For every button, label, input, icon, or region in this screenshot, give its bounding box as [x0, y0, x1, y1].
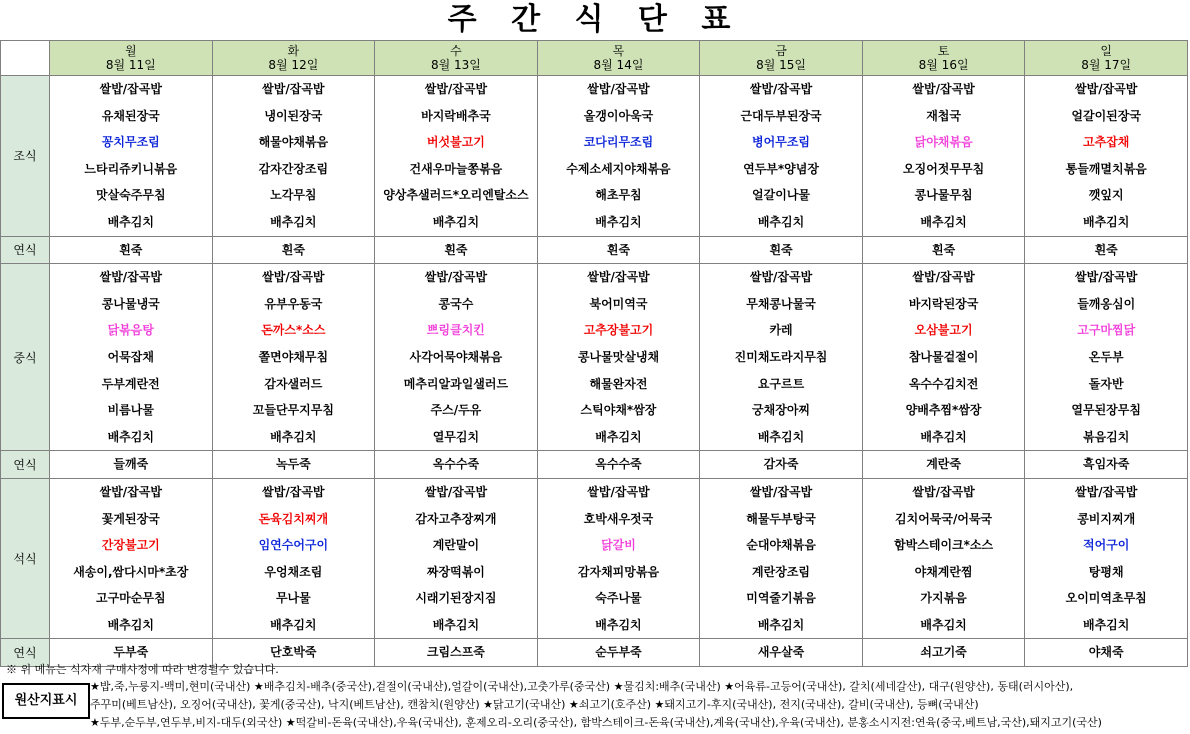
menu-cell: [212, 451, 375, 479]
menu-item: 쌀밥/잡곡밥: [749, 270, 813, 285]
menu-item: 오삼불고기: [914, 323, 973, 338]
menu-item: 녹두죽: [275, 457, 311, 472]
meal-row: [1, 478, 1188, 639]
menu-item: 탕평채: [1088, 564, 1124, 579]
menu-item: 카레: [769, 323, 793, 338]
menu-item: 김치어묵국/어묵국: [895, 511, 993, 526]
meal-label: 연식: [1, 451, 50, 479]
menu-cell: [700, 639, 863, 667]
day-header: 금 8월 15일: [700, 41, 863, 76]
menu-item: 배추김치: [432, 214, 480, 229]
menu-item: 두부죽: [113, 645, 149, 660]
menu-cell: [375, 478, 538, 639]
menu-item: 흰죽: [119, 242, 143, 257]
menu-item: 배추김치: [432, 617, 480, 632]
menu-cell: [1025, 76, 1188, 237]
menu-item: 쌀밥/잡곡밥: [424, 82, 488, 96]
menu-item: 고추잡채: [1083, 135, 1130, 150]
menu-cell: [862, 478, 1025, 639]
menu-item: 어묵잡채: [107, 349, 154, 364]
menu-item: 감자샐러드: [264, 376, 323, 391]
menu-item: 쌀밥/잡곡밥: [912, 484, 975, 499]
menu-item: 배추김치: [757, 214, 805, 229]
day-header: 월 8월 11일: [50, 41, 213, 76]
menu-item: 느타리쥬키니볶음: [84, 161, 178, 176]
menu-item: 오징어젓무무침: [903, 161, 985, 176]
menu-item: 노각무침: [270, 188, 317, 203]
origin-label: 원산지표시: [2, 683, 90, 719]
menu-item: 쌀밥/잡곡밥: [1075, 82, 1138, 96]
menu-item: 옥수수죽: [595, 457, 642, 472]
origin-line: 주꾸미(베트남산), 오징어(국내산), 꽃게(중국산), 낙지(베트남산), 캔참치(원양산) ★닭고기(국내산) ★쇠고기(호주산) ★돼지고기-후지(국내산), 전지(국내산), 갈비(국내산), 등뼈(국내산): [90, 698, 979, 711]
menu-item: 감자죽: [763, 457, 799, 472]
menu-item: 근대두부된장국: [740, 108, 822, 123]
menu-item: 배추김치: [920, 617, 967, 632]
menu-item: 새우살죽: [757, 645, 805, 660]
menu-item: 비름나물: [107, 403, 154, 418]
menu-item: 감자간장조림: [258, 161, 329, 176]
menu-item: 배추김치: [595, 214, 642, 229]
menu-item: 닭야채볶음: [914, 135, 973, 150]
menu-cell: [50, 236, 213, 264]
menu-item: 쌀밥/잡곡밥: [262, 82, 325, 96]
menu-item: 쫄면야채무침: [258, 349, 329, 364]
menu-item: 배추김치: [920, 214, 967, 229]
meal-label: 조식: [1, 76, 50, 237]
menu-item: 유부우동국: [264, 296, 323, 311]
meal-label: 연식: [1, 639, 50, 667]
menu-item: 참나물겉절이: [908, 349, 979, 364]
menu-item: 콩나물무침: [914, 188, 973, 203]
menu-cell: [700, 76, 863, 237]
menu-cell: [1025, 478, 1188, 639]
menu-item: 임연수어구이: [258, 538, 329, 553]
menu-item: 수제소세지야채볶음: [566, 161, 671, 176]
menu-item: 야채계란찜: [914, 564, 973, 579]
menu-item: 흰죽: [769, 242, 793, 257]
menu-item: 콩비지찌개: [1077, 511, 1136, 526]
menu-cell: [375, 639, 538, 667]
page-title: 주 간 식 단 표: [447, 2, 743, 37]
menu-item: 배추김치: [920, 429, 967, 444]
menu-item: 시래기된장지짐: [415, 591, 497, 606]
menu-item: 돌자반: [1088, 376, 1124, 391]
menu-item: 배추김치: [1083, 214, 1130, 229]
meal-row: [1, 236, 1188, 264]
menu-item: 고추장불고기: [583, 323, 654, 338]
menu-item: 쌀밥/잡곡밥: [1075, 270, 1138, 285]
day-header: 목 8월 14일: [537, 41, 700, 76]
menu-item: 열무된장무침: [1071, 403, 1141, 418]
menu-item: 올갱이아욱국: [583, 108, 654, 123]
menu-item: 양배추찜*쌈장: [905, 403, 982, 418]
meal-row: [1, 451, 1188, 479]
menu-item: 꽁치무조림: [101, 135, 160, 150]
menu-item: 북어미역국: [589, 296, 648, 311]
menu-item: 맛살숙주무침: [96, 188, 166, 203]
menu-item: 바지락배추국: [421, 108, 491, 123]
menu-item: 들깨죽: [113, 457, 149, 472]
origin-text: [90, 678, 1188, 732]
menu-item: 흑임자죽: [1083, 457, 1130, 472]
meal-label: 석식: [1, 478, 50, 639]
menu-cell: [212, 264, 375, 451]
menu-item: 해물두부탕국: [746, 511, 816, 526]
menu-item: 콩나물맛살냉채: [577, 349, 660, 364]
origin-line: ★두부,순두부,연두부,비지-대두(외국산) ★떡갈비-돈육(국내산),우육(국내산), 훈제오리-오리(중국산), 함박스테이크-돈육(국내산),계육(국내산),우육(국내산), 분홍소시지전:연육(중국,베트남,국산),돼지고기(국산): [90, 716, 1102, 729]
menu-cell: [862, 264, 1025, 451]
menu-item: 흰죽: [606, 242, 631, 257]
menu-item: 배추김치: [595, 429, 642, 444]
menu-item: 간장불고기: [101, 538, 160, 553]
meal-row: [1, 264, 1188, 451]
menu-item: 가지볶음: [920, 591, 967, 606]
day-header: 토 8월 16일: [862, 41, 1025, 76]
menu-item: 깻잎지: [1088, 188, 1124, 203]
origin-line: ★밥,죽,누룽지-백미,현미(국내산) ★배추김치-배추(중국산),겉절이(국내산),얼갈이(국내산),고춧가루(중국산) ★물김치:배추(국내산) ★어육류-고등어(국내산), 갈치(세네갈산), 대구(원양산), 동태(러시아산),: [90, 680, 1074, 693]
menu-cell: [375, 76, 538, 237]
menu-item: 미역줄기볶음: [746, 591, 816, 606]
weekly-menu-table: [0, 40, 1188, 667]
menu-cell: [1025, 264, 1188, 451]
menu-item: 쌀밥/잡곡밥: [749, 484, 813, 499]
menu-item: 해물완자전: [589, 376, 648, 391]
menu-item: 꽃게된장국: [101, 511, 160, 526]
menu-item: 냉이된장국: [264, 108, 323, 123]
menu-item: 두부계란전: [101, 376, 160, 391]
menu-item: 유채된장국: [101, 108, 160, 123]
menu-item: 건새우마늘쫑볶음: [409, 161, 503, 176]
menu-cell: [537, 264, 700, 451]
menu-cell: [700, 478, 863, 639]
menu-item: 숙주나물: [595, 591, 642, 606]
menu-cell: [212, 478, 375, 639]
menu-item: 볶음김치: [1083, 429, 1130, 444]
menu-item: 흰죽: [281, 242, 305, 257]
menu-item: 단호박죽: [270, 645, 317, 660]
menu-item: 배추김치: [107, 617, 154, 632]
menu-item: 쇠고기죽: [920, 645, 967, 660]
menu-item: 사각어묵야채볶음: [409, 349, 503, 364]
menu-item: 쌀밥/잡곡밥: [749, 82, 813, 96]
menu-item: 콩나물냉국: [101, 296, 160, 311]
menu-cell: [50, 264, 213, 451]
menu-cell: [212, 76, 375, 237]
menu-item: 크림스프죽: [426, 645, 485, 660]
day-header-row: [1, 41, 1188, 76]
menu-item: 쌀밥/잡곡밥: [99, 270, 162, 285]
menu-cell: [375, 264, 538, 451]
menu-item: 얼갈이나물: [752, 188, 811, 203]
menu-item: 스틱야채*쌈장: [580, 403, 657, 418]
menu-item: 순두부죽: [595, 645, 642, 660]
meal-label: 연식: [1, 236, 50, 264]
menu-item: 배추김치: [107, 214, 154, 229]
menu-item: 재첩국: [926, 108, 961, 123]
menu-item: 순대야채볶음: [746, 538, 816, 553]
menu-item: 돈까스*소스: [261, 323, 326, 338]
menu-cell: [50, 478, 213, 639]
menu-item: 옥수수김치전: [908, 376, 979, 391]
menu-item: 감자채피망볶음: [577, 564, 660, 579]
menu-item: 연두부*양념장: [743, 161, 819, 176]
menu-item: 우엉채조림: [264, 564, 323, 579]
menu-cell: [862, 236, 1025, 264]
menu-item: 쁘링클치킨: [426, 323, 485, 338]
menu-item: 해초무침: [595, 188, 642, 203]
menu-item: 오이미역초무침: [1065, 591, 1147, 606]
menu-item: 들깨옹심이: [1077, 296, 1136, 311]
menu-item: 닭볶음탕: [107, 323, 154, 338]
menu-item: 병어무조림: [752, 135, 811, 150]
menu-item: 통들깨멸치볶음: [1065, 161, 1147, 176]
menu-item: 계란장조림: [752, 564, 811, 579]
menu-item: 쌀밥/잡곡밥: [587, 82, 650, 96]
menu-item: 배추김치: [757, 617, 805, 632]
menu-cell: [862, 639, 1025, 667]
menu-cell: [375, 236, 538, 264]
menu-item: 쌀밥/잡곡밥: [912, 270, 975, 285]
menu-cell: [700, 264, 863, 451]
menu-item: 배추김치: [270, 429, 317, 444]
menu-item: 적어구이: [1083, 538, 1130, 553]
menu-item: 열무김치: [432, 429, 480, 444]
menu-item: 메추리알과일샐러드: [403, 376, 509, 391]
menu-item: 배추김치: [270, 617, 317, 632]
menu-cell: [1025, 236, 1188, 264]
menu-item: 쌀밥/잡곡밥: [912, 82, 975, 96]
menu-item: 감자고추장찌개: [415, 511, 497, 526]
menu-cell: [537, 451, 700, 479]
menu-cell: [537, 478, 700, 639]
menu-item: 해물야채볶음: [258, 135, 329, 150]
menu-item: 야채죽: [1088, 645, 1124, 660]
menu-item: 요구르트: [757, 376, 805, 391]
menu-item: 쌀밥/잡곡밥: [1075, 484, 1138, 499]
menu-item: 배추김치: [757, 429, 805, 444]
menu-item: 새송이,쌈다시마*초장: [73, 564, 189, 579]
day-header: 화 8월 12일: [212, 41, 375, 76]
menu-item: 쌀밥/잡곡밥: [262, 484, 325, 499]
menu-item: 쌀밥/잡곡밥: [424, 484, 488, 499]
menu-cell: [700, 236, 863, 264]
menu-item: 바지락된장국: [908, 296, 979, 311]
menu-item: 짜장떡볶이: [426, 564, 485, 579]
menu-item: 흰죽: [1094, 242, 1118, 257]
corner-cell: [1, 41, 50, 76]
menu-cell: [1025, 639, 1188, 667]
menu-item: 흰죽: [932, 242, 956, 257]
day-header: 수 8월 13일: [375, 41, 538, 76]
menu-item: 온두부: [1088, 349, 1124, 364]
menu-item: 궁채장아찌: [752, 403, 811, 418]
menu-item: 돈육김치찌개: [258, 511, 329, 526]
menu-cell: [50, 451, 213, 479]
menu-item: 호박새우젓국: [583, 511, 654, 526]
menu-cell: [537, 236, 700, 264]
menu-cell: [375, 451, 538, 479]
menu-item: 배추김치: [270, 214, 317, 229]
menu-item: 옥수수죽: [432, 457, 480, 472]
menu-item: 주스/두유: [430, 403, 482, 418]
menu-item: 얼갈이된장국: [1071, 108, 1141, 123]
meal-row: [1, 76, 1188, 237]
menu-item: 콩국수: [438, 296, 474, 311]
menu-item: 계란말이: [432, 538, 480, 553]
menu-item: 고구마순무침: [96, 591, 166, 606]
menu-item: 진미채도라지무침: [734, 349, 828, 364]
menu-cell: [700, 451, 863, 479]
menu-item: 쌀밥/잡곡밥: [587, 270, 650, 285]
menu-item: 배추김치: [1083, 617, 1130, 632]
notice-text: ※ 위 메뉴는 식자재 구매사정에 따라 변경될수 있습니다.: [6, 663, 279, 676]
menu-cell: [1025, 451, 1188, 479]
menu-item: 버섯불고기: [426, 135, 485, 150]
menu-item: 무나물: [275, 591, 311, 606]
menu-cell: [862, 76, 1025, 237]
menu-cell: [50, 76, 213, 237]
menu-item: 쌀밥/잡곡밥: [424, 270, 488, 285]
menu-item: 꼬들단무지무침: [252, 403, 334, 418]
menu-item: 쌀밥/잡곡밥: [262, 270, 325, 285]
menu-item: 쌀밥/잡곡밥: [587, 484, 650, 499]
menu-item: 양상추샐러드*오리엔탈소스: [383, 188, 529, 203]
menu-item: 쌀밥/잡곡밥: [99, 484, 162, 499]
menu-item: 배추김치: [107, 429, 154, 444]
meal-label: 중식: [1, 264, 50, 451]
menu-item: 함박스테이크*소스: [894, 538, 994, 553]
menu-cell: [212, 236, 375, 264]
menu-item: 고구마찜닭: [1077, 323, 1136, 338]
menu-item: 흰죽: [444, 242, 468, 257]
menu-item: 코다리무조림: [583, 135, 654, 150]
menu-item: 배추김치: [595, 617, 642, 632]
menu-item: 무채콩나물국: [746, 296, 816, 311]
menu-item: 계란죽: [926, 457, 961, 472]
day-header: 일 8월 17일: [1025, 41, 1188, 76]
menu-cell: [537, 639, 700, 667]
menu-item: 쌀밥/잡곡밥: [99, 82, 162, 96]
menu-item: 닭갈비: [601, 538, 636, 553]
menu-cell: [537, 76, 700, 237]
menu-cell: [862, 451, 1025, 479]
